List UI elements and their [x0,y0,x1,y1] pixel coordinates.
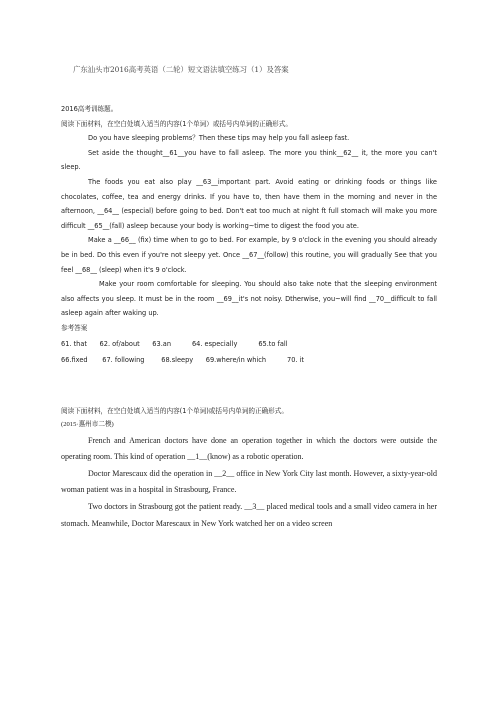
instruction-line-2: 阅读下面材料，在空白处填入适当的内容(1个单词)或括号内单词的正确形式。 [61,406,288,415]
passage1-paragraph-3: The foods you eat also play __63__important part. Avoid eating or drinking foods or things like chocolates, coffee, tea and energy drinks. If you have to, then have them in the morning and never in the afternoon, __64__ (especial) before going to bed. Don't eat too much at night ft full stomach will make you more difficult __65__(fall) asleep because your body is working~time to digest the food you ate. [61,177,437,230]
passage1-paragraph-1: Do you have sleeping problems？Then these tips may help you fall asleep fast. [88,134,350,143]
document-title: 广东汕头市2016高考英语（二轮）短文语法填空练习（1）及答案 [73,65,289,74]
answers-row-1: 61. that 62. of/about 63.an 64. especially 65.to fall [61,339,288,348]
passage2-paragraph-1: French and American doctors have done an operation together in which the doctors were outside the operating room. This kind of operation __1__(know) as a robotic operation. [61,435,437,462]
passage1-paragraph-2: Set aside the thought__61__you have to fall asleep. The more you think__62__ it, the more you can't sleep. [61,148,437,172]
answers-label: 参考答案 [61,323,88,332]
passage2-paragraph-2: Doctor Marescaux did the operation in __2__ office in New York City last month. However, a sixty-year-old woman patient was in a hospital in Strasbourg, France. [61,468,437,495]
intro-line: 2016高考训练题。 [61,105,118,113]
source-line: (2015·惠州市二模) [61,421,114,429]
passage1-paragraph-4: Make a __66__ (fix) time when to go to bed. For example, by 9 o'clock in the evening you should already be in bed. Do this even if you're not sleepy yet. Once __67__(follow) this routine, you will gradually See that you feel __68__ (sleep) when it's 9 o'clock. [61,236,437,274]
passage1-paragraph-5: Make your room comfortable for sleeping. You should also take note that the sleeping environment also affects you sleep. It must be in the room __69__it's not noisy. Dtherwise, you~will find __70__difficult to fall asleep again after waking up. [61,280,437,318]
instruction-line: 阅读下面材料，在空白处填入适当的内容(1个单词）或括号内单词的正确形式。 [61,119,292,128]
document-body [61,64,437,532]
answers-row-2: 66.fixed 67. following 68.sleepy 69.where/in which 70. it [61,355,305,364]
section-spacer [61,368,437,404]
passage2-paragraph-3: Two doctors in Strasbourg got the patient ready. __3__ placed medical tools and a small video camera in her stomach. Meanwhile, Doctor Marescaux in New York watched her on a video screen [61,502,437,528]
